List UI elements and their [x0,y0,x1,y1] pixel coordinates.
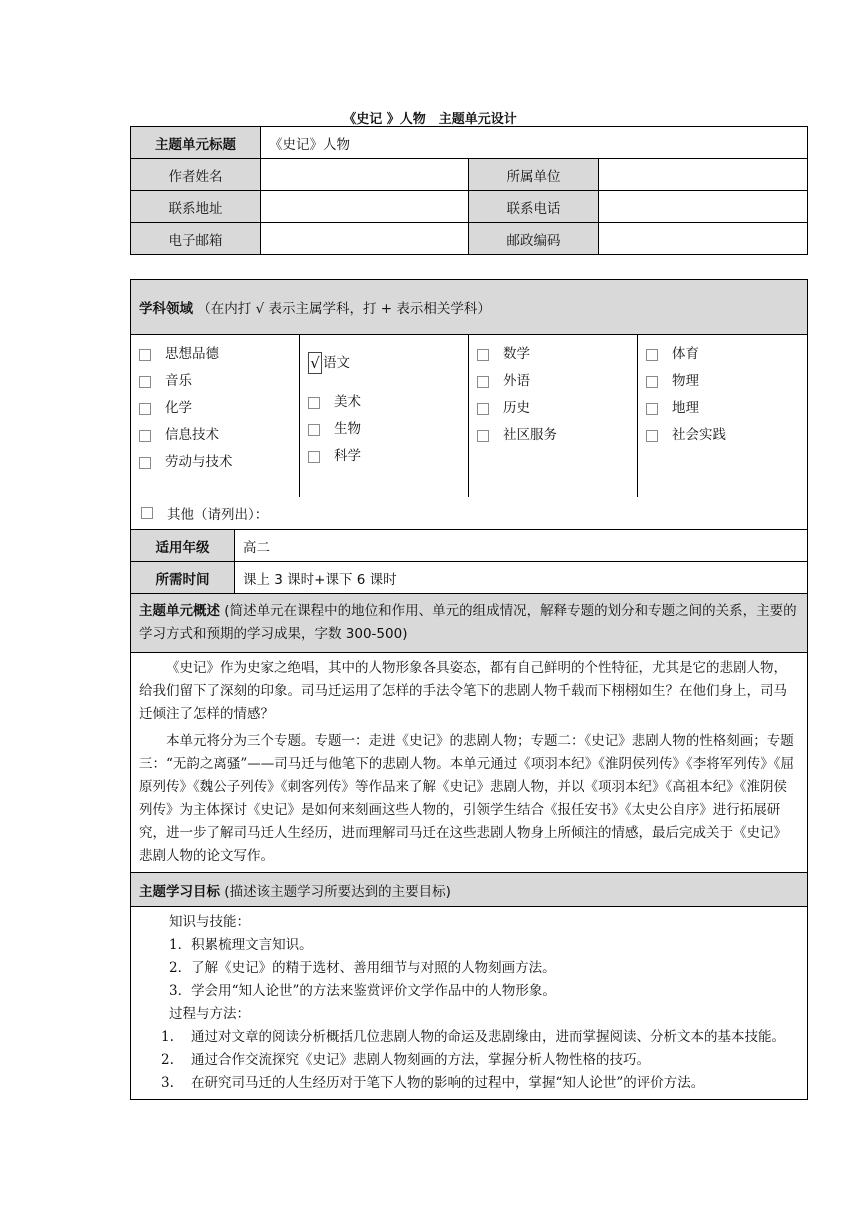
checkbox-icon[interactable] [139,457,151,469]
checkbox-icon[interactable] [141,507,153,519]
subject-col-1 [139,335,299,497]
time-label: 所需时间 [131,562,235,594]
process-item: 1. 通过对文章的阅读分析概括几位悲剧人物的命运及悲剧缘由，进而掌握阅读、分析文本的基本技能。 [161,1029,785,1045]
subject-col-4 [637,335,787,497]
checkbox-icon[interactable] [646,349,658,361]
subject-option[interactable]: 科学 [308,443,468,470]
knowledge-item: 2． 了解《史记》的精于选材、善用细节与对照的人物刻画方法。 [169,960,556,976]
email-field[interactable] [261,223,469,255]
checkbox-icon[interactable] [139,349,151,361]
info-table [130,126,808,255]
checkbox-icon[interactable] [308,451,320,463]
subject-option[interactable]: 音乐 [139,368,299,395]
subject-option[interactable]: 外语 [477,368,637,395]
objectives-header [131,873,808,907]
subject-area-header [131,280,808,335]
subject-option[interactable]: 社区服务 [477,422,637,449]
subject-option[interactable]: 地理 [646,395,787,422]
checkbox-icon[interactable] [477,376,489,388]
subject-option[interactable]: 信息技术 [139,422,299,449]
process-item: 2. 通过合作交流探究《史记》悲剧人物刻画的方法，掌握分析人物性格的技巧。 [161,1052,650,1068]
checkmark-icon[interactable]: √ [308,352,322,374]
checkbox-icon[interactable] [646,430,658,442]
checkbox-icon[interactable] [308,424,320,436]
subject-option[interactable]: 生物 [308,416,468,443]
subject-other-option[interactable]: 其他（请列出）： [139,497,807,529]
overview-paragraph-1: 《史记》作为史家之绝唱，其中的人物形象各具姿态，都有自己鲜明的个性特征，尤其是它的悲剧人物，给我们留下了深刻的印象。司马迁运用了怎样的手法令笔下的悲剧人物千载而下栩栩如生？在他们身上，司马迁倾注了怎样的情感？ [139,660,787,722]
grade-value[interactable]: 高二 [235,530,808,562]
subject-col-3 [468,335,637,497]
postcode-label: 邮政编码 [469,223,599,255]
author-field[interactable] [261,159,469,191]
phone-label: 联系电话 [469,191,599,223]
document-title: 《史记 》人物 主题单元设计 [343,112,517,127]
process-item: 3. 在研究司马迁的人生经历对于笔下人物的影响的过程中，掌握“知人论世”的评价方法。 [161,1075,705,1091]
checkbox-icon[interactable] [308,397,320,409]
phone-field[interactable] [599,191,808,223]
address-field[interactable] [261,191,469,223]
overview-header [131,594,808,653]
subject-col-2 [299,335,468,497]
author-label: 作者姓名 [131,159,261,191]
knowledge-title: 知识与技能： [169,914,250,930]
checkbox-icon[interactable] [477,349,489,361]
objectives-note: (描述该主题学习所要达到的主要目标) [224,883,451,900]
unit-field[interactable] [599,159,808,191]
subject-option[interactable]: 体育 [646,341,787,368]
email-label: 电子邮箱 [131,223,261,255]
subject-option[interactable]: 化学 [139,395,299,422]
checkbox-icon[interactable] [477,403,489,415]
grade-label: 适用年级 [131,530,235,562]
checkbox-icon[interactable] [139,376,151,388]
checkbox-icon[interactable] [139,430,151,442]
subject-option[interactable]: 思想品德 [139,341,299,368]
knowledge-item: 3． 学会用“知人论世”的方法来鉴赏评价文学作品中的人物形象。 [169,983,556,999]
unit-title-label: 主题单元标题 [131,127,261,159]
overview-paragraph-2: 本单元将分为三个专题。专题一：走进《史记》的悲剧人物；专题二：《史记》悲剧人物的性格刻画；专题三：“无韵之离骚”——司马迁与他笔下的悲剧人物。本单元通过《项羽本纪》《淮阴侯列传》《李将军列传》《屈原列传》《魏公子列传》《刺客列传》等作品来了解《史记》悲剧人物，并以《项羽本纪》《高祖本纪》《淮阴侯列传》为主体探讨《史记》是如何来刻画这些人物的，引领学生结合《报任安书》《太史公自序》进行拓展研究，进一步了解司马迁人生经历，进而理解司马迁在这些悲剧人物身上所倾注的情感，最后完成关于《史记》悲剧人物的论文写作。 [139,733,795,864]
unit-title-value[interactable]: 《史记》人物 [261,127,808,159]
checkbox-icon[interactable] [646,376,658,388]
overview-label: 主题单元概述 [139,603,220,619]
time-value[interactable]: 课上 3 课时+课下 6 课时 [235,562,808,594]
subject-option[interactable]: 历史 [477,395,637,422]
checkbox-icon[interactable] [477,430,489,442]
process-title: 过程与方法： [169,1006,250,1022]
subject-option[interactable]: 数学 [477,341,637,368]
checkbox-icon[interactable] [646,403,658,415]
subject-area-body [131,335,808,530]
subject-area-note: （在内打 √ 表示主属学科，打 + 表示相关学科） [197,301,491,317]
checkbox-icon[interactable] [139,403,151,415]
address-label: 联系地址 [131,191,261,223]
unit-label: 所属单位 [469,159,599,191]
objectives-body[interactable] [131,907,808,1100]
subject-option[interactable]: 社会实践 [646,422,787,449]
subject-option[interactable]: 美术 [308,389,468,416]
postcode-field[interactable] [599,223,808,255]
objectives-label: 主题学习目标 [139,883,220,900]
design-table [130,279,808,1100]
subject-option-checked[interactable]: √ 语文 [308,347,468,379]
subject-option[interactable]: 物理 [646,368,787,395]
subject-area-label: 学科领域 [139,301,193,317]
knowledge-item: 1． 积累梳理文言知识。 [169,937,313,953]
subject-columns [139,335,807,497]
overview-note: (简述单元在课程中的地位和作用、单元的组成情况，解释专题的划分和专题之间的关系，主要的学习方式和预期的学习成果，字数 300-500) [139,603,797,642]
subject-option[interactable]: 劳动与技术 [139,449,299,476]
overview-body[interactable] [131,653,808,873]
